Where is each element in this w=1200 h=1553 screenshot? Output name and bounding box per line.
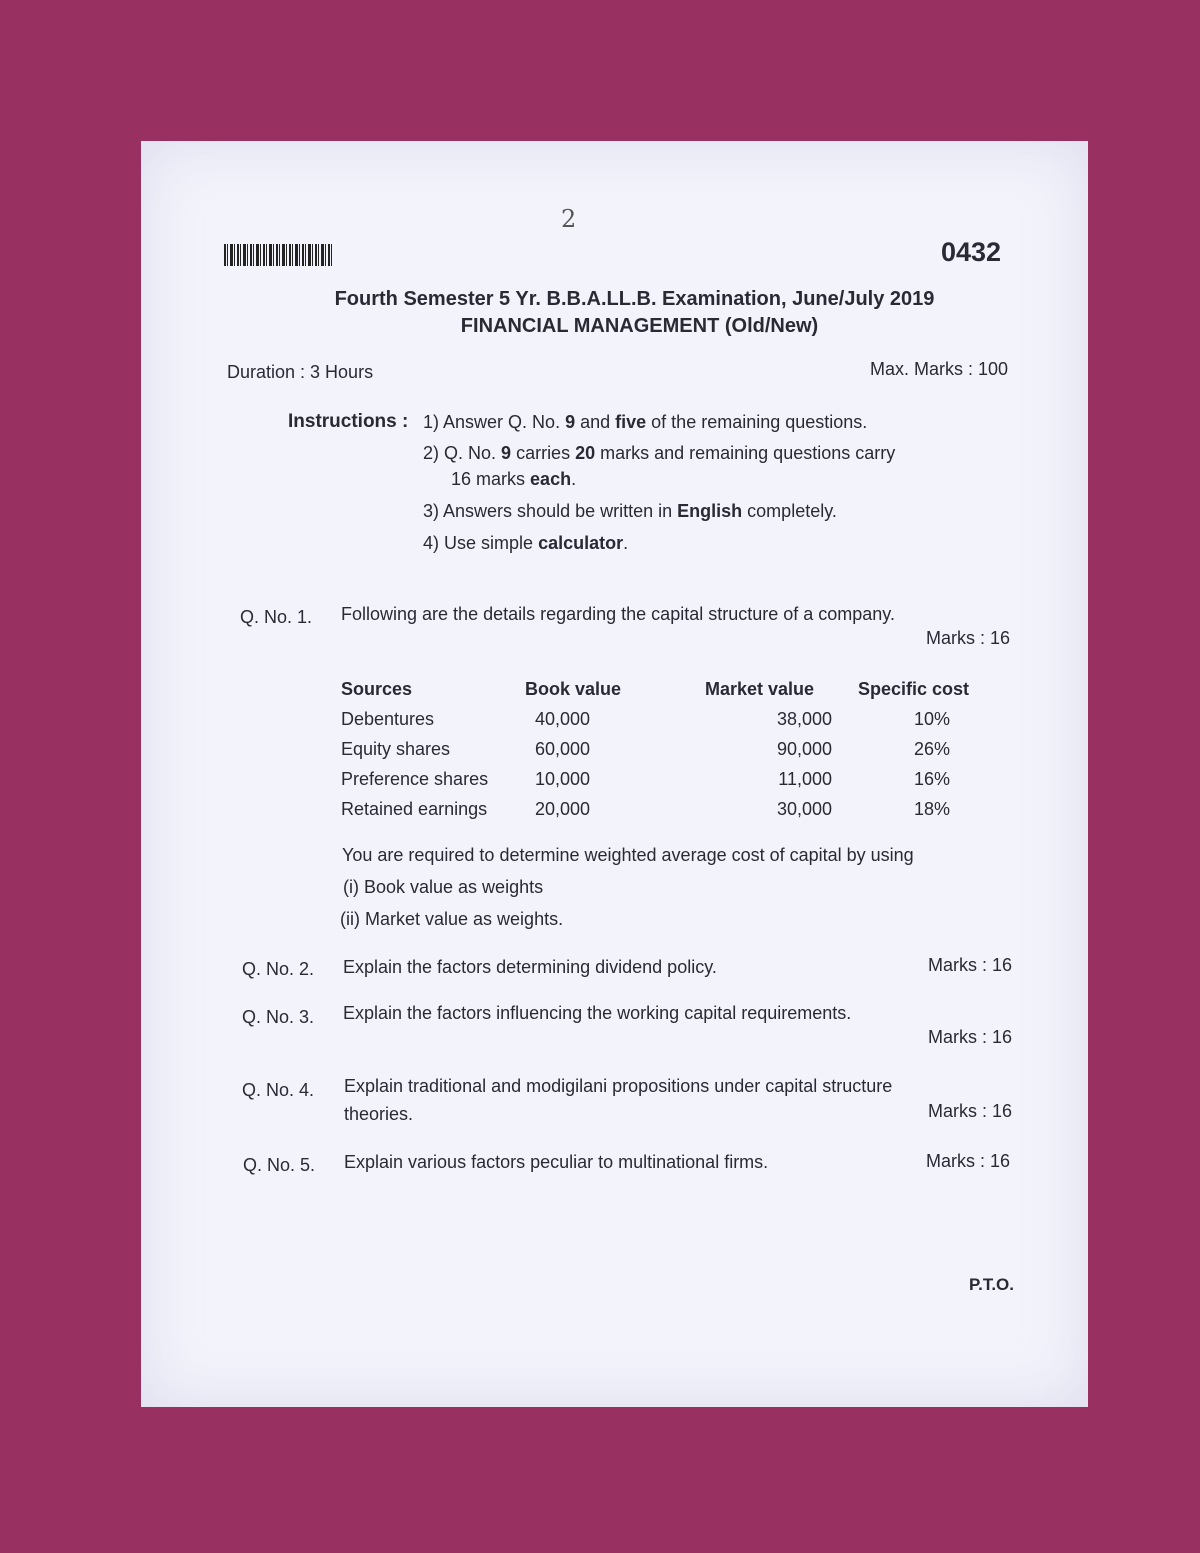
table-row: Preference shares 10,000 11,000 16% bbox=[341, 768, 951, 789]
question-3-number: Q. No. 3. bbox=[242, 1007, 315, 1027]
exam-title: Fourth Semester 5 Yr. B.B.A.LL.B. Examination, June/July 2019 bbox=[334, 288, 935, 310]
question-5-number: Q. No. 5. bbox=[243, 1155, 316, 1175]
barcode bbox=[224, 244, 334, 266]
question-5-marks: Marks : 16 bbox=[925, 1151, 1010, 1171]
col-specific-cost: Specific cost bbox=[858, 678, 970, 699]
exam-paper bbox=[141, 141, 1088, 1407]
handwritten-page-number: 2 bbox=[561, 205, 577, 233]
instruction-2-continued: 16 marks each. bbox=[451, 469, 577, 489]
question-1-option-ii: (ii) Market value as weights. bbox=[340, 909, 564, 929]
question-4-text: Explain traditional and modigilani propositions under capital structure bbox=[344, 1076, 893, 1096]
question-3-marks: Marks : 16 bbox=[927, 1027, 1012, 1047]
instruction-1: 1) Answer Q. No. 9 and five of the remaining questions. bbox=[423, 412, 868, 432]
question-1-followup: You are required to determine weighted average cost of capital by using bbox=[342, 845, 914, 865]
question-1-marks: Marks : 16 bbox=[925, 628, 1010, 648]
question-4-text-continued: theories. bbox=[344, 1104, 414, 1124]
question-4-marks: Marks : 16 bbox=[927, 1101, 1012, 1121]
col-sources: Sources bbox=[341, 678, 413, 699]
instruction-3: 3) Answers should be written in English completely. bbox=[423, 501, 837, 521]
col-book-value: Book value bbox=[525, 678, 622, 699]
col-market-value: Market value bbox=[705, 678, 815, 699]
page-turn-over: P.T.O. bbox=[968, 1275, 1014, 1294]
question-1-text: Following are the details regarding the capital structure of a company. bbox=[341, 604, 895, 624]
question-2-marks: Marks : 16 bbox=[927, 955, 1012, 975]
question-4-number: Q. No. 4. bbox=[242, 1080, 315, 1100]
table-header-row bbox=[341, 674, 986, 704]
question-1-number: Q. No. 1. bbox=[240, 607, 313, 627]
paper-code: 0432 bbox=[941, 237, 1002, 267]
max-marks: Max. Marks : 100 bbox=[869, 359, 1008, 379]
question-2-text: Explain the factors determining dividend policy. bbox=[343, 957, 717, 977]
question-1-option-i: (i) Book value as weights bbox=[343, 877, 544, 897]
table-row: Retained earnings 20,000 30,000 18% bbox=[341, 798, 951, 819]
capital-structure-table bbox=[341, 674, 986, 824]
question-2-number: Q. No. 2. bbox=[242, 959, 315, 979]
duration: Duration : 3 Hours bbox=[227, 362, 374, 382]
subject-title: FINANCIAL MANAGEMENT (Old/New) bbox=[460, 315, 819, 337]
question-5-text: Explain various factors peculiar to multinational firms. bbox=[344, 1152, 769, 1172]
table-row: Equity shares 60,000 90,000 26% bbox=[341, 738, 951, 759]
instruction-4: 4) Use simple calculator. bbox=[423, 533, 629, 553]
question-3-text: Explain the factors influencing the working capital requirements. bbox=[343, 1003, 852, 1023]
instruction-2: 2) Q. No. 9 carries 20 marks and remaining questions carry bbox=[423, 443, 896, 463]
table-row: Debentures 40,000 38,000 10% bbox=[341, 708, 951, 729]
instructions-label: Instructions : bbox=[288, 411, 409, 432]
